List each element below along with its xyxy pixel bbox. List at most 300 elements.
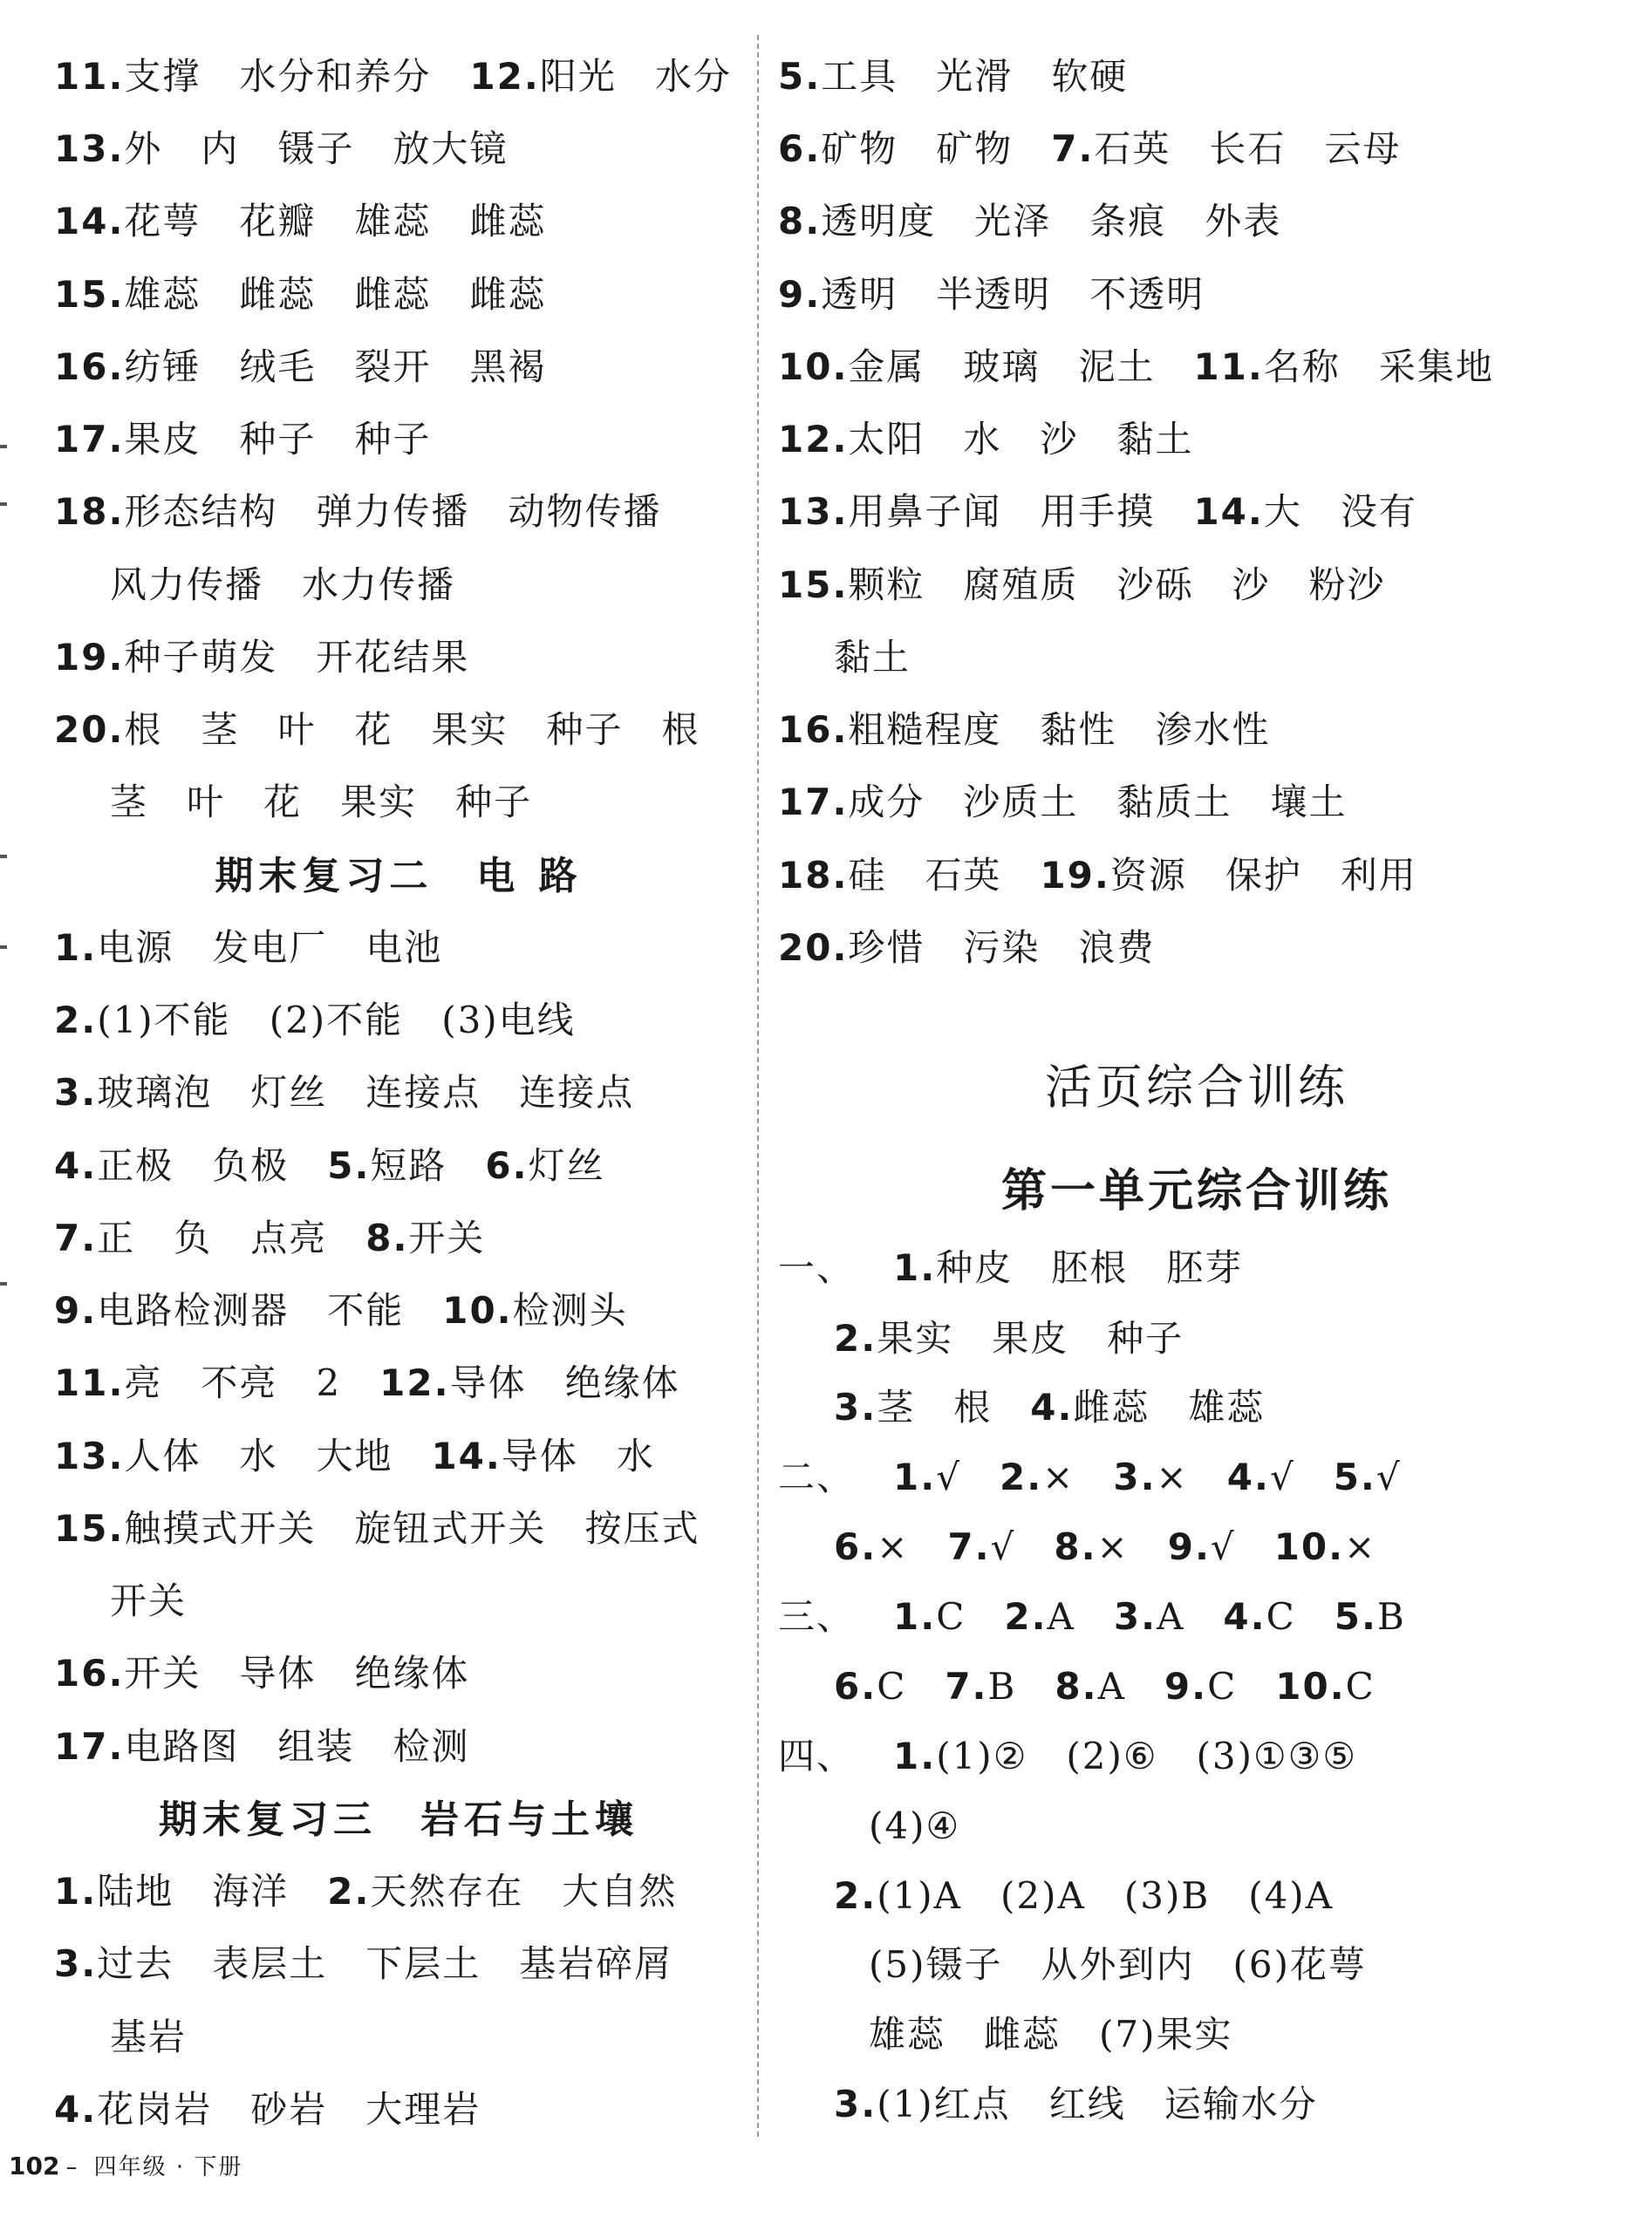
- answer-item: [1379, 345, 1494, 388]
- question-number: 3.: [1113, 1456, 1157, 1498]
- question-number: 8.: [1055, 1665, 1098, 1708]
- answer-item: [365, 2088, 481, 2131]
- answer-item: [1051, 55, 1128, 98]
- answer-text: 开关: [110, 1579, 188, 1622]
- answer-item: [442, 1289, 627, 1332]
- answer-text: 大地: [316, 1435, 393, 1477]
- question-number: 9.: [1164, 1665, 1208, 1708]
- answer-item: [54, 345, 201, 388]
- answer-item: [239, 1652, 316, 1695]
- answer-item: [662, 708, 700, 751]
- answer-item: [1166, 1246, 1243, 1289]
- answer-item: [562, 1870, 677, 1913]
- answer-text: 渗水性: [1155, 708, 1271, 751]
- answer-text: (1)红点: [877, 2083, 1011, 2125]
- question-number: 17.: [54, 418, 125, 460]
- answer-item: [1040, 708, 1116, 751]
- answer-text: 果实: [877, 1317, 954, 1360]
- answer-text: 灯丝: [250, 1071, 328, 1114]
- answer-item: [354, 708, 393, 751]
- answer-text: 开关: [124, 1652, 201, 1695]
- answer-item: [54, 127, 162, 170]
- answer-item: [1193, 490, 1301, 533]
- answer-text: C: [1345, 1665, 1376, 1708]
- question-number: 1.: [893, 1246, 937, 1289]
- answer-item: [834, 636, 911, 679]
- answer-text: 黏土: [1116, 418, 1194, 460]
- question-number: 3.: [54, 1942, 98, 1985]
- question-number: 4.: [54, 2088, 98, 2131]
- question-number: 2.: [999, 1456, 1043, 1498]
- answer-text: 石英: [1094, 127, 1171, 170]
- question-number: 10.: [778, 345, 849, 388]
- answer-item: [546, 708, 623, 751]
- answer-text: 电源: [97, 926, 174, 969]
- question-number: 9.: [54, 1289, 98, 1332]
- answer-text: 四、: [778, 1735, 856, 1777]
- answer-text: (3)B: [1123, 1874, 1211, 1917]
- answer-text: 雌蕊: [239, 273, 317, 316]
- answer-item: [778, 563, 925, 606]
- answer-line: [54, 197, 546, 246]
- answer-item: [1168, 1525, 1236, 1568]
- answer-line: [778, 1453, 1402, 1502]
- column-divider: [757, 35, 759, 2137]
- question-number: 6.: [778, 127, 822, 170]
- answer-item: [1078, 926, 1155, 969]
- footer-dash: –: [65, 2154, 78, 2180]
- answer-text: 雄蕊: [354, 200, 432, 242]
- answer-item: [1334, 1456, 1402, 1498]
- answer-text: 连接点: [519, 1071, 635, 1114]
- answer-text: ×: [1042, 1456, 1075, 1498]
- answer-text: 光泽: [974, 200, 1052, 242]
- answer-text: 水: [963, 418, 1002, 460]
- answer-item: [834, 1525, 909, 1568]
- answer-item: [1335, 1595, 1406, 1638]
- answer-item: [947, 1525, 1015, 1568]
- answer-text: 雄蕊: [124, 273, 201, 316]
- answer-text: 玻璃: [963, 345, 1041, 388]
- answer-line: [54, 415, 431, 464]
- answer-text: 表层土: [212, 1942, 328, 1985]
- question-number: 3.: [54, 1071, 98, 1114]
- answer-item: [393, 127, 508, 170]
- answer-text: 颗粒: [848, 563, 925, 606]
- question-number: 5.: [1334, 1595, 1377, 1638]
- answer-item: [316, 490, 469, 533]
- answer-item: [212, 926, 327, 969]
- answer-text: √: [1210, 1525, 1236, 1568]
- answer-item: [431, 708, 508, 751]
- answer-item: [54, 273, 201, 316]
- answer-item: [354, 345, 431, 388]
- answer-item: [1089, 273, 1205, 316]
- answer-text: 按压式: [584, 1507, 700, 1550]
- answer-line: [54, 996, 576, 1045]
- answer-item: [270, 999, 404, 1041]
- answer-line: [778, 2010, 1233, 2059]
- answer-item: [1041, 1943, 1195, 1986]
- answer-text: 泥土: [1078, 345, 1156, 388]
- answer-text: A: [1097, 1665, 1126, 1708]
- question-number: 16.: [778, 708, 849, 751]
- answer-text: 从外到内: [1041, 1943, 1195, 1986]
- answer-item: [1049, 2083, 1126, 2125]
- answer-text: 开花结果: [316, 636, 470, 679]
- answer-text: 天然存在: [370, 1870, 524, 1913]
- answer-text: 检测头: [512, 1289, 628, 1332]
- answer-item: [1164, 1665, 1237, 1708]
- answer-item: [212, 1870, 289, 1913]
- answer-item: [1089, 200, 1166, 242]
- answer-text: 雄蕊: [869, 2013, 946, 2056]
- answer-text: 风力传播: [110, 563, 264, 606]
- answer-item: [1155, 708, 1270, 751]
- answer-text: C: [936, 1595, 966, 1638]
- answer-item: [316, 1435, 393, 1477]
- answer-line: [778, 343, 1494, 392]
- answer-text: 污染: [963, 926, 1041, 969]
- question-number: 10.: [442, 1289, 513, 1332]
- answer-text: 阳光: [539, 55, 617, 98]
- answer-item: [834, 1317, 953, 1360]
- answer-line: [54, 1432, 655, 1481]
- question-number: 4.: [1226, 1456, 1270, 1498]
- answer-text: 花萼: [124, 200, 201, 242]
- answer-item: [778, 1735, 855, 1777]
- answer-item: [1164, 2083, 1318, 2125]
- answer-item: [54, 1361, 162, 1404]
- answer-item: [485, 1144, 604, 1187]
- answer-text: 种子萌发: [124, 636, 278, 679]
- question-number: 6.: [834, 1665, 877, 1708]
- answer-item: [869, 2013, 945, 2056]
- question-number: 10.: [1275, 1665, 1346, 1708]
- answer-item: [54, 1942, 174, 1985]
- answer-item: [869, 1943, 1003, 1986]
- answer-item: [1000, 1874, 1086, 1917]
- answer-item: [778, 345, 925, 388]
- answer-item: [54, 1071, 212, 1114]
- answer-line: [54, 1940, 672, 1988]
- answer-item: [1099, 2013, 1233, 2056]
- answer-text: 太阳: [848, 418, 925, 460]
- answer-item: [1232, 563, 1270, 606]
- answer-text: 镊子: [277, 127, 355, 170]
- answer-item: [1197, 1735, 1357, 1777]
- answer-text: 半透明: [936, 273, 1052, 316]
- answer-text: C: [1207, 1665, 1238, 1708]
- answer-line: [778, 1662, 1376, 1711]
- answer-line: [778, 1314, 1184, 1363]
- answer-item: [778, 273, 898, 316]
- answer-item: [963, 926, 1040, 969]
- unit-title: 第一单元综合训练: [1000, 1165, 1392, 1218]
- answer-text: 过去: [97, 1942, 174, 1985]
- answer-item: [519, 1942, 672, 1985]
- question-number: 2.: [327, 1870, 371, 1913]
- answer-text: 海洋: [212, 1870, 290, 1913]
- question-number: 1.: [54, 926, 98, 969]
- answer-item: [984, 2013, 1061, 2056]
- answer-item: [365, 1071, 481, 1114]
- answer-text: 种皮: [936, 1246, 1014, 1289]
- answer-text: B: [987, 1665, 1017, 1708]
- answer-text: 叶: [187, 781, 226, 823]
- answer-text: 黏性: [1040, 708, 1117, 751]
- answer-item: [1000, 1456, 1075, 1498]
- answer-text: A: [1157, 1595, 1185, 1638]
- answer-text: 花: [354, 708, 393, 751]
- answer-item: [1124, 1874, 1210, 1917]
- answer-text: 水分和养分: [239, 55, 432, 98]
- answer-text: 种子: [239, 418, 317, 460]
- answer-line: [54, 488, 661, 536]
- answer-text: ×: [1096, 1525, 1130, 1568]
- answer-item: [354, 1507, 546, 1550]
- answer-item: [54, 1652, 201, 1695]
- answer-text: 沙质土: [963, 781, 1079, 823]
- answer-item: [354, 273, 431, 316]
- answer-text: 保护: [1225, 854, 1302, 897]
- answer-line: [54, 1286, 628, 1335]
- answer-item: [1107, 1317, 1184, 1360]
- answer-item: [617, 1435, 655, 1477]
- answer-text: 胚根: [1051, 1246, 1129, 1289]
- answer-line: [778, 1941, 1367, 1989]
- page-footer: [9, 2149, 242, 2181]
- answer-line: [778, 415, 1193, 464]
- answer-text: (7)果实: [1099, 2013, 1233, 2056]
- answer-text: 二、: [778, 1456, 856, 1498]
- answer-line: [778, 2080, 1318, 2129]
- answer-line: [54, 561, 455, 610]
- answer-line: [778, 1523, 1376, 1572]
- answer-line: [54, 1142, 605, 1190]
- question-number: 11.: [1193, 345, 1264, 388]
- answer-text: 透明度: [821, 200, 937, 242]
- answer-item: [54, 55, 201, 98]
- answer-item: [508, 490, 661, 533]
- answer-text: 光滑: [936, 55, 1014, 98]
- answer-item: [992, 1317, 1068, 1360]
- question-number: 1.: [54, 1870, 98, 1913]
- answer-item: [778, 854, 886, 897]
- answer-text: 根: [953, 1386, 993, 1429]
- answer-item: [277, 1725, 354, 1768]
- answer-item: [250, 2088, 327, 2131]
- answer-item: [239, 418, 316, 460]
- answer-text: (2)不能: [269, 999, 404, 1041]
- answer-text: 果皮: [992, 1317, 1069, 1360]
- answer-text: (3)①③⑤: [1196, 1735, 1357, 1777]
- answer-item: [869, 1804, 960, 1847]
- question-number: 2.: [54, 999, 98, 1041]
- answer-line: [54, 1359, 680, 1408]
- question-number: 8.: [778, 200, 822, 242]
- answer-item: [379, 1361, 526, 1404]
- answer-text: 花瓣: [239, 200, 317, 242]
- question-number: 5.: [327, 1144, 371, 1187]
- answer-text: 成分: [848, 781, 925, 823]
- answer-item: [110, 1579, 187, 1622]
- answer-text: 利用: [1340, 854, 1417, 897]
- answer-text: 外表: [1205, 200, 1282, 242]
- question-number: 19.: [1040, 854, 1110, 897]
- answer-item: [778, 708, 1001, 751]
- question-number: 2.: [1004, 1595, 1048, 1638]
- answer-item: [455, 781, 532, 823]
- answer-line: [778, 706, 1270, 754]
- answer-text: 果皮: [124, 418, 201, 460]
- question-number: 15.: [54, 273, 125, 316]
- answer-text: 红线: [1048, 2083, 1126, 2125]
- answer-text: 连接点: [365, 1071, 481, 1114]
- answer-line: [54, 52, 732, 101]
- answer-item: [316, 1361, 341, 1404]
- answer-line: [54, 633, 469, 682]
- answer-item: [469, 345, 546, 388]
- answer-item: [54, 1289, 289, 1332]
- answer-text: 花岗岩: [97, 2088, 213, 2131]
- question-number: 5.: [778, 55, 822, 98]
- answer-item: [963, 563, 1078, 606]
- answer-item: [953, 1386, 992, 1429]
- answer-item: [469, 55, 616, 98]
- answer-text: 负: [174, 1217, 213, 1259]
- answer-text: 资源: [1109, 854, 1187, 897]
- answer-item: [54, 1870, 174, 1913]
- answer-item: [1030, 1386, 1150, 1429]
- answer-line: [778, 125, 1401, 174]
- question-number: 13.: [778, 490, 849, 533]
- answer-text: 下层土: [365, 1942, 481, 1985]
- answer-text: 不透明: [1089, 273, 1205, 316]
- answer-item: [54, 1217, 135, 1259]
- answer-text: 沙砾: [1116, 563, 1194, 606]
- answer-item: [239, 1435, 277, 1477]
- answer-line: [778, 1732, 1357, 1781]
- answer-item: [1078, 345, 1155, 388]
- answer-text: 软硬: [1051, 55, 1129, 98]
- answer-item: [54, 636, 277, 679]
- answer-line: [778, 1593, 1406, 1641]
- answer-text: 名称: [1263, 345, 1341, 388]
- answer-item: [936, 55, 1013, 98]
- answer-text: 根: [124, 708, 163, 751]
- question-number: 11.: [54, 55, 125, 98]
- answer-text: 导体: [501, 1435, 578, 1477]
- answer-text: 茎: [877, 1386, 916, 1429]
- answer-item: [893, 1595, 966, 1638]
- answer-item: [1223, 1595, 1295, 1638]
- answer-line: [54, 1722, 469, 1771]
- answer-item: [354, 1652, 469, 1695]
- question-number: 4.: [1030, 1386, 1074, 1429]
- answer-item: [1116, 563, 1193, 606]
- answer-item: [1116, 781, 1232, 823]
- answer-item: [187, 781, 225, 823]
- answer-text: ×: [877, 1525, 910, 1568]
- answer-item: [1248, 1874, 1334, 1917]
- answer-item: [974, 200, 1051, 242]
- answer-text: 弹力传播: [316, 490, 470, 533]
- answer-text: 纺锤: [124, 345, 201, 388]
- answer-text: 电路图: [124, 1725, 240, 1768]
- question-number: 4.: [54, 1144, 98, 1187]
- answer-item: [778, 781, 925, 823]
- answer-text: 雌蕊: [984, 2013, 1062, 2056]
- answer-text: √: [1269, 1456, 1295, 1498]
- answer-text: 基岩碎屑: [519, 1942, 673, 1985]
- question-number: 18.: [778, 854, 849, 897]
- answer-text: 正极: [97, 1144, 174, 1187]
- answer-text: 运输水分: [1164, 2083, 1318, 2125]
- answer-text: 沙: [1040, 418, 1079, 460]
- answer-item: [250, 1071, 327, 1114]
- answer-text: 组装: [277, 1725, 355, 1768]
- answer-line: [778, 1802, 960, 1851]
- answer-text: 导体: [449, 1361, 527, 1404]
- answer-item: [340, 781, 417, 823]
- answer-line: [778, 1244, 1243, 1293]
- answer-item: [778, 926, 925, 969]
- answer-text: 根: [661, 708, 700, 751]
- answer-text: 种子: [1107, 1317, 1184, 1360]
- answer-line: [54, 1577, 187, 1626]
- answer-text: 雌蕊: [469, 273, 547, 316]
- answer-item: [302, 563, 455, 606]
- answer-text: 点亮: [250, 1217, 328, 1259]
- answer-text: 大自然: [562, 1870, 678, 1913]
- answer-item: [1308, 563, 1385, 606]
- question-number: 14.: [431, 1435, 502, 1477]
- answer-item: [316, 636, 469, 679]
- answer-text: 支撑: [124, 55, 201, 98]
- question-number: 20.: [54, 708, 125, 751]
- question-number: 9.: [778, 273, 822, 316]
- answer-text: 种子: [354, 418, 432, 460]
- answer-text: 粗糙程度: [848, 708, 1002, 751]
- answer-item: [365, 1942, 481, 1985]
- answer-item: [239, 273, 316, 316]
- question-number: 3.: [834, 1386, 877, 1429]
- answer-text: 2: [316, 1361, 342, 1404]
- answer-item: [778, 490, 1001, 533]
- answer-text: 灯丝: [528, 1144, 605, 1187]
- answer-text: 陆地: [97, 1870, 174, 1913]
- question-number: 12.: [379, 1361, 450, 1404]
- answer-item: [54, 926, 174, 969]
- answer-text: 腐殖质: [963, 563, 1079, 606]
- answer-item: [354, 200, 431, 242]
- page-number: 102: [9, 2152, 60, 2180]
- answer-text: 检测: [393, 1725, 470, 1768]
- answer-item: [469, 200, 546, 242]
- answer-item: [834, 2083, 1011, 2125]
- question-number: 5.: [1333, 1456, 1376, 1498]
- question-number: 9.: [1167, 1525, 1211, 1568]
- answer-item: [834, 1874, 962, 1917]
- answer-text: 短路: [370, 1144, 447, 1187]
- answer-item: [1040, 490, 1155, 533]
- question-number: 3.: [834, 2083, 877, 2125]
- answer-text: (5)镊子: [869, 1943, 1003, 1986]
- section-title: 活页综合训练: [1045, 1060, 1348, 1115]
- answer-item: [239, 55, 431, 98]
- answer-text: 珍惜: [848, 926, 925, 969]
